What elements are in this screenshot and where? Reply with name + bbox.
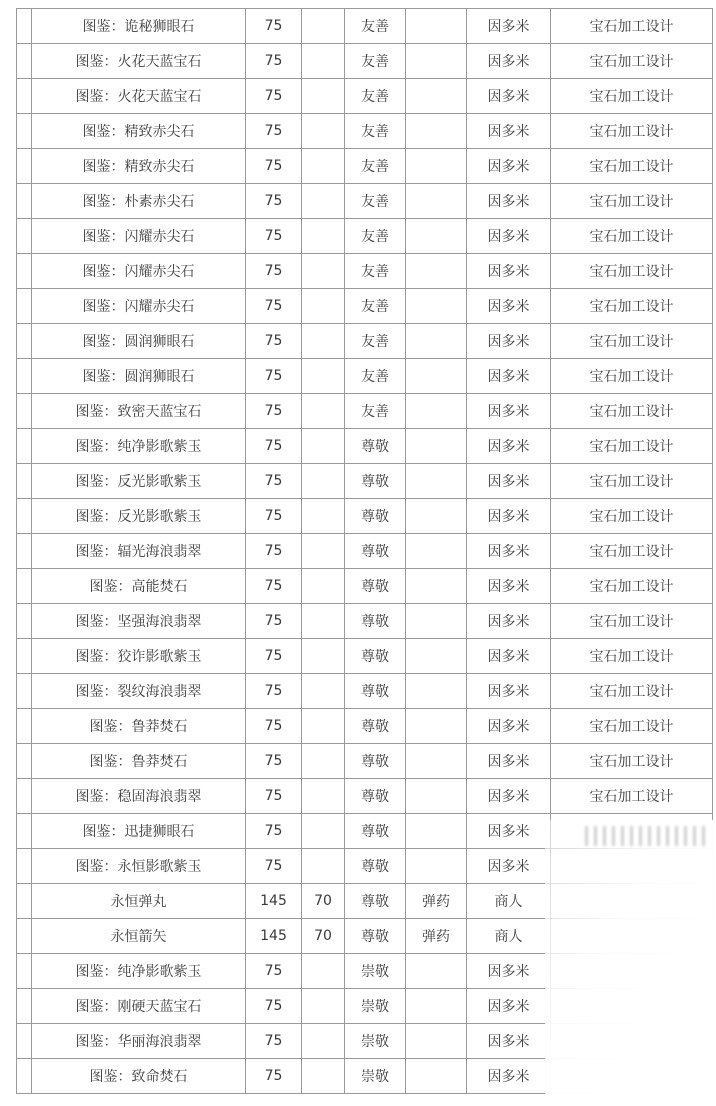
- level-cell: 75: [246, 534, 302, 569]
- reputation-cell: 友善: [345, 394, 406, 429]
- table-row: [17, 954, 713, 989]
- type-cell: [551, 1024, 713, 1059]
- category-cell: [406, 44, 467, 79]
- table-row: [17, 184, 713, 219]
- table-row: [17, 289, 713, 324]
- type-cell: 宝石加工设计: [551, 394, 713, 429]
- reputation-cell: 友善: [345, 254, 406, 289]
- vendor-cell: 因多米: [467, 674, 551, 709]
- row-margin-cell: [17, 919, 32, 954]
- category-cell: [406, 604, 467, 639]
- reputation-cell: 尊敬: [345, 709, 406, 744]
- category-cell: [406, 709, 467, 744]
- reputation-cell: 崇敬: [345, 954, 406, 989]
- table-row: [17, 429, 713, 464]
- category-cell: 弹药: [406, 919, 467, 954]
- type-cell: 宝石加工设计: [551, 44, 713, 79]
- level-cell: 75: [246, 1059, 302, 1094]
- reputation-cell: 崇敬: [345, 989, 406, 1024]
- level-cell: 75: [246, 254, 302, 289]
- table-row: [17, 1024, 713, 1059]
- item-name-cell: 图鉴：精致赤尖石: [32, 149, 246, 184]
- item-name-cell: 图鉴：反光影歌紫玉: [32, 464, 246, 499]
- level-cell: 75: [246, 814, 302, 849]
- row-margin-cell: [17, 744, 32, 779]
- vendor-cell: 因多米: [467, 114, 551, 149]
- type-cell: 宝石加工设计: [551, 289, 713, 324]
- type-cell: 宝石加工设计: [551, 429, 713, 464]
- row-margin-cell: [17, 9, 32, 44]
- category-cell: [406, 849, 467, 884]
- row-margin-cell: [17, 954, 32, 989]
- level-cell: 75: [246, 44, 302, 79]
- type-cell: 宝石加工设计: [551, 569, 713, 604]
- category-cell: [406, 149, 467, 184]
- category-cell: [406, 254, 467, 289]
- row-margin-cell: [17, 289, 32, 324]
- row-margin-cell: [17, 359, 32, 394]
- row-margin-cell: [17, 149, 32, 184]
- vendor-cell: 因多米: [467, 639, 551, 674]
- vendor-cell: 因多米: [467, 149, 551, 184]
- row-margin-cell: [17, 849, 32, 884]
- price-cell: [302, 814, 345, 849]
- category-cell: [406, 1024, 467, 1059]
- vendor-cell: 因多米: [467, 464, 551, 499]
- row-margin-cell: [17, 604, 32, 639]
- table-row: [17, 814, 713, 849]
- table-row: [17, 219, 713, 254]
- item-name-cell: 图鉴：朴素赤尖石: [32, 184, 246, 219]
- table-row: [17, 254, 713, 289]
- category-cell: [406, 674, 467, 709]
- reputation-cell: 尊敬: [345, 884, 406, 919]
- level-cell: 75: [246, 709, 302, 744]
- price-cell: [302, 569, 345, 604]
- category-cell: [406, 814, 467, 849]
- row-margin-cell: [17, 79, 32, 114]
- reputation-cell: 崇敬: [345, 1024, 406, 1059]
- level-cell: 75: [246, 989, 302, 1024]
- price-cell: 70: [302, 884, 345, 919]
- category-cell: [406, 219, 467, 254]
- row-margin-cell: [17, 709, 32, 744]
- price-cell: [302, 534, 345, 569]
- type-cell: 宝石加工设计: [551, 639, 713, 674]
- price-cell: [302, 1024, 345, 1059]
- vendor-cell: 因多米: [467, 1024, 551, 1059]
- vendor-cell: 因多米: [467, 534, 551, 569]
- type-cell: 宝石加工设计: [551, 534, 713, 569]
- price-cell: [302, 604, 345, 639]
- vendor-cell: 因多米: [467, 1059, 551, 1094]
- row-margin-cell: [17, 219, 32, 254]
- table-row: [17, 1059, 713, 1094]
- level-cell: 75: [246, 289, 302, 324]
- type-cell: 宝石加工设计: [551, 779, 713, 814]
- vendor-cell: 商人: [467, 884, 551, 919]
- vendor-cell: 因多米: [467, 394, 551, 429]
- price-cell: [302, 779, 345, 814]
- vendor-cell: 因多米: [467, 44, 551, 79]
- table-row: [17, 919, 713, 954]
- category-cell: [406, 954, 467, 989]
- vendor-cell: 因多米: [467, 849, 551, 884]
- level-cell: 75: [246, 9, 302, 44]
- category-cell: [406, 569, 467, 604]
- level-cell: 75: [246, 779, 302, 814]
- category-cell: [406, 1059, 467, 1094]
- price-cell: [302, 359, 345, 394]
- vendor-cell: 商人: [467, 919, 551, 954]
- type-cell: 宝石加工设计: [551, 359, 713, 394]
- row-margin-cell: [17, 814, 32, 849]
- type-cell: 宝石加工设计: [551, 744, 713, 779]
- reputation-cell: 尊敬: [345, 639, 406, 674]
- item-name-cell: 图鉴：鲁莽焚石: [32, 709, 246, 744]
- category-cell: [406, 359, 467, 394]
- vendor-cell: 因多米: [467, 184, 551, 219]
- row-margin-cell: [17, 569, 32, 604]
- type-cell: 宝石加工设计: [551, 184, 713, 219]
- reputation-cell: 尊敬: [345, 744, 406, 779]
- category-cell: [406, 464, 467, 499]
- level-cell: 75: [246, 1024, 302, 1059]
- reputation-cell: 友善: [345, 9, 406, 44]
- vendor-cell: 因多米: [467, 779, 551, 814]
- category-cell: [406, 989, 467, 1024]
- item-name-cell: 图鉴：纯净影歌紫玉: [32, 954, 246, 989]
- vendor-cell: 因多米: [467, 814, 551, 849]
- item-name-cell: 图鉴：稳固海浪翡翠: [32, 779, 246, 814]
- table-body: [17, 9, 713, 1094]
- category-cell: [406, 744, 467, 779]
- table-row: [17, 359, 713, 394]
- reputation-cell: 友善: [345, 289, 406, 324]
- item-name-cell: 图鉴：反光影歌紫玉: [32, 499, 246, 534]
- level-cell: 75: [246, 744, 302, 779]
- table-row: [17, 464, 713, 499]
- vendor-cell: 因多米: [467, 569, 551, 604]
- level-cell: 75: [246, 639, 302, 674]
- category-cell: [406, 289, 467, 324]
- price-cell: [302, 79, 345, 114]
- level-cell: 75: [246, 324, 302, 359]
- reputation-cell: 尊敬: [345, 569, 406, 604]
- level-cell: 75: [246, 674, 302, 709]
- vendor-cell: 因多米: [467, 499, 551, 534]
- price-cell: [302, 639, 345, 674]
- row-margin-cell: [17, 639, 32, 674]
- item-name-cell: 图鉴：诡秘狮眼石: [32, 9, 246, 44]
- price-cell: [302, 219, 345, 254]
- level-cell: 75: [246, 79, 302, 114]
- type-cell: [551, 849, 713, 884]
- level-cell: 75: [246, 429, 302, 464]
- vendor-cell: 因多米: [467, 9, 551, 44]
- table-row: [17, 79, 713, 114]
- price-cell: [302, 744, 345, 779]
- type-cell: 宝石加工设计: [551, 709, 713, 744]
- reputation-cell: 尊敬: [345, 674, 406, 709]
- category-cell: [406, 779, 467, 814]
- price-cell: [302, 429, 345, 464]
- type-cell: 宝石加工设计: [551, 219, 713, 254]
- price-cell: [302, 849, 345, 884]
- table-row: [17, 674, 713, 709]
- price-cell: [302, 184, 345, 219]
- item-name-cell: 图鉴：永恒影歌紫玉: [32, 849, 246, 884]
- table-row: [17, 884, 713, 919]
- item-name-cell: 图鉴：刚硬天蓝宝石: [32, 989, 246, 1024]
- type-cell: 宝石加工设计: [551, 149, 713, 184]
- row-margin-cell: [17, 464, 32, 499]
- category-cell: [406, 114, 467, 149]
- row-margin-cell: [17, 1024, 32, 1059]
- price-cell: [302, 464, 345, 499]
- item-name-cell: 图鉴：闪耀赤尖石: [32, 254, 246, 289]
- table-row: [17, 534, 713, 569]
- table-row: [17, 149, 713, 184]
- vendor-cell: 因多米: [467, 79, 551, 114]
- table-row: [17, 604, 713, 639]
- type-cell: 宝石加工设计: [551, 114, 713, 149]
- price-cell: [302, 9, 345, 44]
- item-name-cell: 图鉴：精致赤尖石: [32, 114, 246, 149]
- row-margin-cell: [17, 324, 32, 359]
- price-cell: [302, 954, 345, 989]
- item-name-cell: 图鉴：纯净影歌紫玉: [32, 429, 246, 464]
- row-margin-cell: [17, 394, 32, 429]
- vendor-cell: 因多米: [467, 219, 551, 254]
- price-cell: [302, 709, 345, 744]
- reputation-cell: 友善: [345, 79, 406, 114]
- type-cell: 宝石加工设计: [551, 499, 713, 534]
- price-cell: [302, 149, 345, 184]
- type-cell: 宝石加工设计: [551, 324, 713, 359]
- type-cell: 宝石加工设计: [551, 604, 713, 639]
- type-cell: 宝石加工设计: [551, 464, 713, 499]
- price-cell: [302, 324, 345, 359]
- category-cell: [406, 184, 467, 219]
- reputation-cell: 尊敬: [345, 464, 406, 499]
- category-cell: [406, 394, 467, 429]
- level-cell: 75: [246, 219, 302, 254]
- item-name-cell: 图鉴：华丽海浪翡翠: [32, 1024, 246, 1059]
- vendor-cell: 因多米: [467, 359, 551, 394]
- price-cell: [302, 254, 345, 289]
- data-table: [16, 8, 712, 1094]
- level-cell: 75: [246, 954, 302, 989]
- row-margin-cell: [17, 1059, 32, 1094]
- table-row: [17, 639, 713, 674]
- category-cell: [406, 9, 467, 44]
- table-row: [17, 779, 713, 814]
- row-margin-cell: [17, 429, 32, 464]
- row-margin-cell: [17, 499, 32, 534]
- vendor-cell: 因多米: [467, 989, 551, 1024]
- row-margin-cell: [17, 534, 32, 569]
- item-name-cell: 永恒弹丸: [32, 884, 246, 919]
- level-cell: 145: [246, 919, 302, 954]
- price-cell: [302, 114, 345, 149]
- price-cell: [302, 499, 345, 534]
- level-cell: 75: [246, 499, 302, 534]
- item-name-cell: 图鉴：闪耀赤尖石: [32, 219, 246, 254]
- table-row: [17, 989, 713, 1024]
- item-name-cell: 永恒箭矢: [32, 919, 246, 954]
- type-cell: [551, 919, 713, 954]
- price-cell: 70: [302, 919, 345, 954]
- reputation-cell: 友善: [345, 324, 406, 359]
- row-margin-cell: [17, 779, 32, 814]
- price-cell: [302, 674, 345, 709]
- vendor-cell: 因多米: [467, 954, 551, 989]
- category-cell: [406, 499, 467, 534]
- vendor-cell: 因多米: [467, 429, 551, 464]
- reputation-cell: 友善: [345, 114, 406, 149]
- reputation-cell: 尊敬: [345, 429, 406, 464]
- level-cell: 75: [246, 849, 302, 884]
- table-row: [17, 849, 713, 884]
- price-cell: [302, 394, 345, 429]
- row-margin-cell: [17, 114, 32, 149]
- reputation-cell: 友善: [345, 184, 406, 219]
- vendor-cell: 因多米: [467, 604, 551, 639]
- level-cell: 75: [246, 114, 302, 149]
- type-cell: [551, 954, 713, 989]
- vendor-cell: 因多米: [467, 324, 551, 359]
- level-cell: 75: [246, 464, 302, 499]
- reputation-cell: 尊敬: [345, 499, 406, 534]
- reputation-cell: 友善: [345, 149, 406, 184]
- category-cell: [406, 534, 467, 569]
- type-cell: [551, 884, 713, 919]
- item-name-cell: 图鉴：辐光海浪翡翠: [32, 534, 246, 569]
- type-cell: 宝石加工设计: [551, 254, 713, 289]
- type-cell: 宝石加工设计: [551, 674, 713, 709]
- table-row: [17, 324, 713, 359]
- item-name-cell: 图鉴：高能焚石: [32, 569, 246, 604]
- type-cell: 宝石加工设计: [551, 9, 713, 44]
- reputation-cell: 友善: [345, 44, 406, 79]
- table-row: [17, 114, 713, 149]
- reputation-cell: 崇敬: [345, 1059, 406, 1094]
- row-margin-cell: [17, 989, 32, 1024]
- level-cell: 75: [246, 394, 302, 429]
- reputation-cell: 尊敬: [345, 534, 406, 569]
- category-cell: [406, 324, 467, 359]
- type-cell: 宝石加工设计: [551, 79, 713, 114]
- price-cell: [302, 289, 345, 324]
- level-cell: 75: [246, 184, 302, 219]
- reputation-cell: 尊敬: [345, 814, 406, 849]
- row-margin-cell: [17, 184, 32, 219]
- type-cell: [551, 1059, 713, 1094]
- item-name-cell: 图鉴：致命焚石: [32, 1059, 246, 1094]
- item-name-cell: 图鉴：火花天蓝宝石: [32, 79, 246, 114]
- item-name-cell: 图鉴：圆润狮眼石: [32, 324, 246, 359]
- table-row: [17, 44, 713, 79]
- category-cell: [406, 79, 467, 114]
- vendor-cell: 因多米: [467, 709, 551, 744]
- item-name-cell: 图鉴：致密天蓝宝石: [32, 394, 246, 429]
- row-margin-cell: [17, 674, 32, 709]
- table-row: [17, 499, 713, 534]
- category-cell: 弹药: [406, 884, 467, 919]
- reputation-cell: 友善: [345, 219, 406, 254]
- item-name-cell: 图鉴：坚强海浪翡翠: [32, 604, 246, 639]
- level-cell: 145: [246, 884, 302, 919]
- table-row: [17, 9, 713, 44]
- price-cell: [302, 989, 345, 1024]
- price-cell: [302, 1059, 345, 1094]
- type-cell: [551, 814, 713, 849]
- item-name-cell: 图鉴：闪耀赤尖石: [32, 289, 246, 324]
- vendor-cell: 因多米: [467, 289, 551, 324]
- category-cell: [406, 429, 467, 464]
- reputation-cell: 尊敬: [345, 604, 406, 639]
- table-row: [17, 394, 713, 429]
- item-name-cell: 图鉴：迅捷狮眼石: [32, 814, 246, 849]
- table-row: [17, 744, 713, 779]
- reputation-cell: 尊敬: [345, 919, 406, 954]
- vendor-cell: 因多米: [467, 744, 551, 779]
- item-name-cell: 图鉴：圆润狮眼石: [32, 359, 246, 394]
- category-cell: [406, 639, 467, 674]
- reputation-cell: 尊敬: [345, 779, 406, 814]
- level-cell: 75: [246, 359, 302, 394]
- reputation-cell: 友善: [345, 359, 406, 394]
- reputation-cell: 尊敬: [345, 849, 406, 884]
- row-margin-cell: [17, 884, 32, 919]
- type-cell: [551, 989, 713, 1024]
- item-name-cell: 图鉴：狡诈影歌紫玉: [32, 639, 246, 674]
- item-name-cell: 图鉴：裂纹海浪翡翠: [32, 674, 246, 709]
- price-cell: [302, 44, 345, 79]
- level-cell: 75: [246, 149, 302, 184]
- table-row: [17, 709, 713, 744]
- level-cell: 75: [246, 604, 302, 639]
- table-row: [17, 569, 713, 604]
- row-margin-cell: [17, 44, 32, 79]
- vendor-cell: 因多米: [467, 254, 551, 289]
- item-name-cell: 图鉴：鲁莽焚石: [32, 744, 246, 779]
- row-margin-cell: [17, 254, 32, 289]
- item-name-cell: 图鉴：火花天蓝宝石: [32, 44, 246, 79]
- level-cell: 75: [246, 569, 302, 604]
